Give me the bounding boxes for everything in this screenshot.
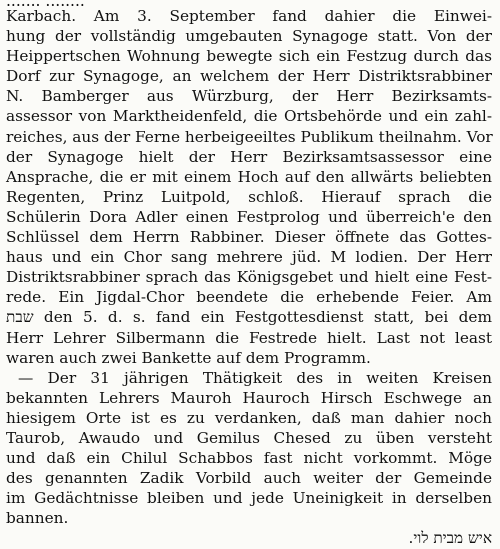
article-line: שבת den 5. d. s. fand ein Festgottesdienst statt, bei dem bbox=[6, 308, 492, 327]
article-line: Schlüssel dem Herrn Rabbiner. Dieser öffnete das Gottes- bbox=[6, 228, 492, 247]
article-line: Dorf zur Synagoge, an welchem der Herr Distriktsrabbiner bbox=[6, 67, 492, 86]
article-line: haus und ein Chor sang mehrere jüd. M lodien. Der Herr bbox=[6, 248, 492, 267]
article-line: assessor von Marktheidenfeld, die Ortsbehörde und ein zahl- bbox=[6, 107, 492, 126]
article-line: Distriktsrabbiner sprach das Königsgebet und hielt eine Fest- bbox=[6, 268, 492, 287]
article-line: Schülerin Dora Adler einen Festprolog und überreich'e den bbox=[6, 207, 492, 226]
article-line: und daß ein Chilul Schabbos fast nicht vorkommt. Möge bbox=[6, 449, 492, 468]
article-line: im Gedächtnisse bleiben und jede Uneinigkeit in derselben bbox=[6, 489, 492, 508]
closing-signature-hebrew: איש מבית לוי. bbox=[408, 529, 492, 548]
article-line: waren auch zwei Bankette auf dem Programm. bbox=[6, 348, 371, 367]
cropped-previous-line: ....... ........ bbox=[6, 0, 85, 10]
article-line: Regenten, Prinz Luitpold, schloß. Hierauf sprach die bbox=[6, 187, 492, 206]
article-line: der Synagoge hielt der Herr Bezirksamtsassessor eine bbox=[6, 147, 492, 166]
article-line: Taurob, Awaudo und Gemilus Chesed zu üben versteht bbox=[6, 428, 492, 447]
article-line: des genannten Zadik Vorbild auch weiter der Gemeinde bbox=[6, 469, 492, 488]
article-line: rede. Ein Jigdal-Chor beendete die erhebende Feier. Am bbox=[6, 288, 492, 307]
article-line: bekannten Lehrers Mauroh Hauroch Hirsch Eschwege an bbox=[6, 388, 492, 407]
article-line: Heippertschen Wohnung bewegte sich ein Festzug durch das bbox=[6, 47, 492, 66]
article-line: N. Bamberger aus Würzburg, der Herr Bezirksamts- bbox=[6, 87, 492, 106]
article-karbach bbox=[6, 6, 492, 549]
article-line: Karbach. Am 3. September fand dahier die Einwei- bbox=[6, 7, 492, 25]
article-line: bannen. bbox=[6, 509, 69, 528]
article-line: Ansprache, die er mit einem Hoch auf den allwärts beliebten bbox=[6, 167, 492, 186]
article-line: Herr Lehrer Silbermann die Festrede hielt. Last not least bbox=[6, 328, 492, 347]
article-line: hung der vollständig umgebauten Synagoge statt. Von der bbox=[6, 27, 492, 46]
article-line: reiches, aus der Ferne herbeigeeiltes Publikum theilnahm. Vor bbox=[6, 127, 493, 146]
article-line: hiesigem Orte ist es zu verdanken, daß man dahier noch bbox=[6, 408, 492, 427]
article-line: — Der 31 jährigen Thätigkeit des in weiten Kreisen bbox=[18, 368, 492, 387]
